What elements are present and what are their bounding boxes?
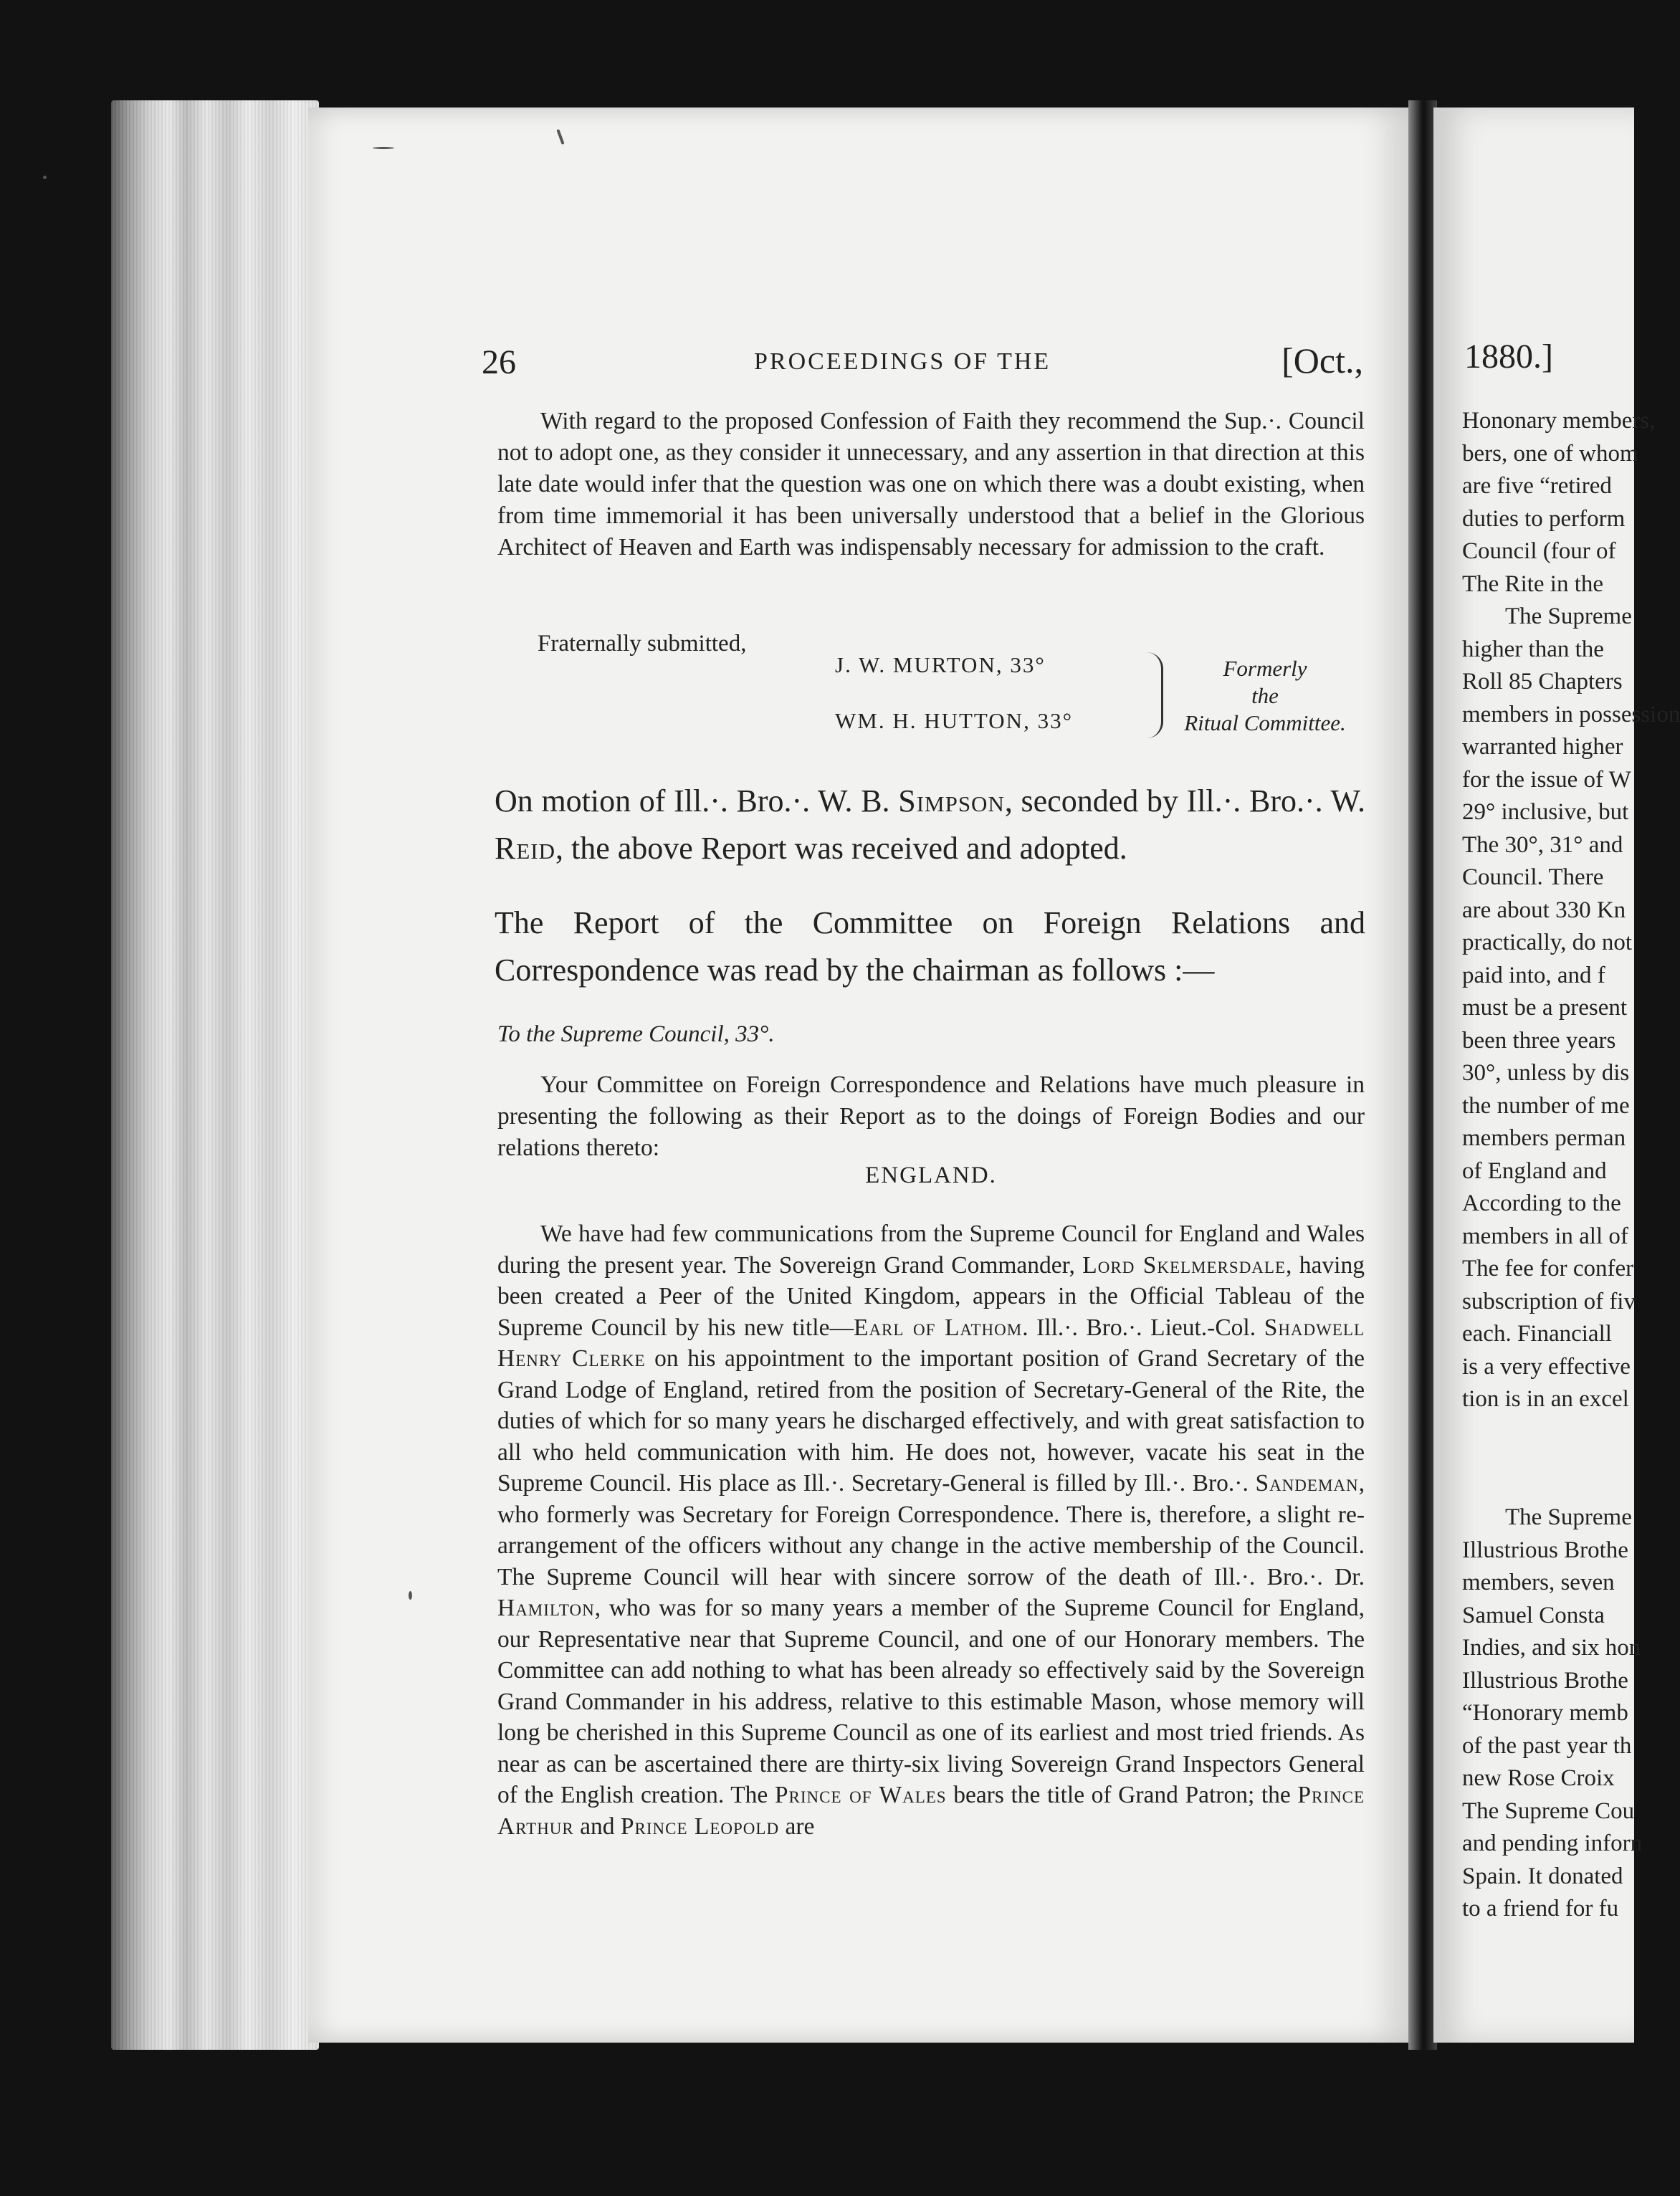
right-page-line: the number of me — [1462, 1092, 1630, 1119]
scan-speck — [373, 147, 394, 149]
right-page-line: members in all of — [1462, 1223, 1628, 1249]
right-page-line: members, seven — [1462, 1570, 1615, 1595]
signature-lead: Fraternally submitted, — [538, 631, 747, 657]
right-page-line: According to the — [1462, 1190, 1621, 1216]
paragraph-text: on his appointment to the important position of Grand Secretary of the Grand Lodge of England, retired from the position of Secretary-General of the Rite, the duties of which for so many years he discharged effectively, and with great satisfaction to all who held communication with him. He does not, however, vacate his seat in the Supreme Council. His place as Ill.·. Secretary-General is filled by Ill.·. Bro.·. — [497, 1345, 1365, 1496]
right-page-line: each. Financiall — [1462, 1321, 1612, 1347]
committee-paragraph: Your Committee on Foreign Correspondence and Relations have much pleasure in presenting the following as their Report as to the doings of Foreign Bodies and our relations thereto: — [497, 1071, 1365, 1161]
right-page-line: for the issue of W — [1462, 766, 1631, 793]
right-page-line: of England and — [1462, 1157, 1607, 1184]
paragraph-text: , who was for so many years a member of the Supreme Council for England, our Representative near that Supreme Council, and one of our Honorary members. The Committee can add nothing to what has been already so effectively said by the Sovereign Grand Commander in his address, relative to this estimable Mason, whose memory will long be cherished in this Supreme Council as one of its earliest and most tried friends. As near as can be ascertained there are thirty-six living Sovereign Grand Inspectors General of the English creation. The — [497, 1595, 1365, 1808]
motion-paragraph — [495, 778, 1365, 872]
name-shadwell-henry-clerke: Shadwell Henry Clerke — [497, 1314, 1365, 1372]
right-page-line: paid into, and f — [1462, 962, 1605, 988]
right-page-line: Illustrious Brothe — [1462, 1667, 1628, 1694]
right-page-line: “Honorary memb — [1462, 1700, 1628, 1726]
name-prince-arthur: Prince Arthur — [497, 1782, 1365, 1840]
england-paragraph-block — [497, 1218, 1365, 1842]
motion-name-simpson: Simpson — [898, 783, 1005, 818]
running-title: PROCEEDINGS OF THE — [754, 348, 1051, 375]
motion-text: , the above Report was received and adopted. — [555, 831, 1127, 866]
confession-paragraph: With regard to the proposed Confession of Faith they recommend the Sup.·. Council not to adopt one, as they consider it unnecessary, and any assertion in that direction at this late date would infer that the question was one on which there was a doubt existing, when from time immemorial it has been universally understood that a belief in the Glorious Architect of Heaven and Earth was indispensably necessary for admission to the craft. — [497, 408, 1365, 560]
signatory-hutton: WM. H. HUTTON, 33° — [835, 708, 1073, 733]
right-page-line: The Supreme Cou — [1462, 1798, 1635, 1824]
right-page-line: new Rose Croix — [1462, 1765, 1615, 1791]
right-page-line: Hononary members, — [1462, 408, 1656, 434]
right-page-line: must be a present — [1462, 995, 1628, 1021]
right-page-line: to a friend for fu — [1462, 1896, 1619, 1922]
page-header — [482, 340, 1363, 393]
signature-block — [538, 631, 1369, 760]
paragraph-text: . Ill.·. Bro.·. Lieut.-Col. — [1022, 1314, 1264, 1341]
right-page-line: 29° inclusive, but — [1462, 799, 1629, 825]
right-page-line: warranted higher — [1462, 734, 1623, 760]
right-page-line: tion is in an excel — [1462, 1386, 1629, 1412]
name-prince-leopold: Prince Leopold — [620, 1813, 780, 1840]
salutation: To the Supreme Council, 33°. — [497, 1021, 775, 1047]
right-page-line: 30°, unless by dis — [1462, 1060, 1630, 1086]
name-lord-skelmersdale: Lord Skelmersdale — [1082, 1251, 1287, 1279]
right-page-line: are five “retired — [1462, 473, 1612, 499]
right-page-line: Council (four of — [1462, 538, 1616, 564]
right-page-line: members in possession — [1462, 701, 1680, 727]
right-page-line: Roll 85 Chapters — [1462, 669, 1623, 694]
right-page-line: Samuel Consta — [1462, 1602, 1605, 1628]
scan-speck — [43, 176, 47, 179]
right-page-line: The fee for confer — [1462, 1256, 1634, 1281]
name-sandeman: Sandeman — [1255, 1470, 1359, 1496]
paragraph-text: bears the title of Grand Patron; the — [946, 1782, 1298, 1808]
right-page-line: The Rite in the — [1462, 571, 1604, 597]
paragraph-text: , having been created a Peer of the United Kingdom, appears in the Official Tableau of the Supreme Council by his new title— — [497, 1251, 1365, 1341]
right-page-line: Spain. It donated — [1462, 1863, 1623, 1889]
right-page-line: duties to perform — [1462, 505, 1626, 532]
right-page-line: The Supreme — [1505, 603, 1632, 629]
paragraph-text: and — [573, 1813, 621, 1840]
role-line-three: Ritual Committee. — [1184, 710, 1346, 735]
right-page-line: Council. There — [1462, 864, 1604, 890]
paragraph-text: , who formerly was Secretary for Foreign Correspondence. There is, therefore, a slight re-arrangement of the officers without any change in the active membership of the Council. The Supreme Council will hear with sincere sorrow of the death of Ill.·. Bro.·. Dr. — [497, 1470, 1365, 1590]
right-page-line: practically, do not — [1462, 930, 1633, 955]
right-page-line: been three years — [1462, 1027, 1616, 1054]
right-page-line: higher than the — [1462, 636, 1604, 662]
right-page-year: 1880.] — [1464, 338, 1553, 376]
confession-paragraph-block — [497, 406, 1365, 563]
motion-text: On motion of Ill.·. Bro.·. W. B. — [495, 783, 899, 818]
right-page-line: are about 330 Kn — [1462, 897, 1626, 923]
motion-text: , seconded by Ill.·. Bro.·. W. — [1004, 783, 1365, 818]
name-earl-of-lathom: Earl of Lathom — [853, 1314, 1023, 1341]
right-page-line: subscription of fiv — [1462, 1288, 1636, 1314]
paragraph-text: We have had few communications from the Supreme Council for England and Wales during the present year. The Sovereign Grand Commander, — [497, 1221, 1365, 1279]
right-page-line: members perman — [1462, 1125, 1626, 1151]
england-paragraph — [497, 1218, 1365, 1842]
right-page-line: of the past year th — [1462, 1732, 1632, 1759]
signatory-role — [1168, 655, 1362, 737]
scan-speck — [409, 1591, 412, 1600]
role-line-one: Formerly — [1223, 656, 1307, 681]
right-page-line: and pending inforn — [1462, 1830, 1643, 1856]
section-heading-england: ENGLAND. — [865, 1163, 997, 1188]
role-line-two: the — [1251, 683, 1279, 708]
right-page-line: The Supreme — [1505, 1504, 1632, 1530]
page-number: 26 — [482, 343, 516, 381]
right-page-line: Illustrious Brothe — [1462, 1537, 1628, 1563]
book-gutter — [1408, 100, 1437, 2050]
right-page-line: is a very effective — [1462, 1353, 1631, 1380]
date-mark: [Oct., — [1282, 340, 1363, 381]
name-hamilton: Hamilton — [497, 1595, 595, 1621]
report-intro: The Report of the Committee on Foreign Relations and Correspondence was read by the chairman as follows :— — [495, 905, 1365, 988]
right-page-line: The 30°, 31° and — [1462, 831, 1623, 858]
signatory-murton: J. W. MURTON, 33° — [835, 652, 1046, 677]
right-page-line: Indies, and six hon — [1462, 1635, 1641, 1661]
paragraph-text: are — [779, 1813, 815, 1840]
brace-mark — [1147, 652, 1163, 738]
motion-name-reid: Reid — [495, 831, 555, 866]
book-page-edges — [111, 100, 319, 2050]
name-prince-of-wales: Prince of Wales — [774, 1782, 947, 1808]
right-page-line: bers, one of whom — [1462, 440, 1638, 467]
committee-paragraph-block — [497, 1069, 1365, 1164]
